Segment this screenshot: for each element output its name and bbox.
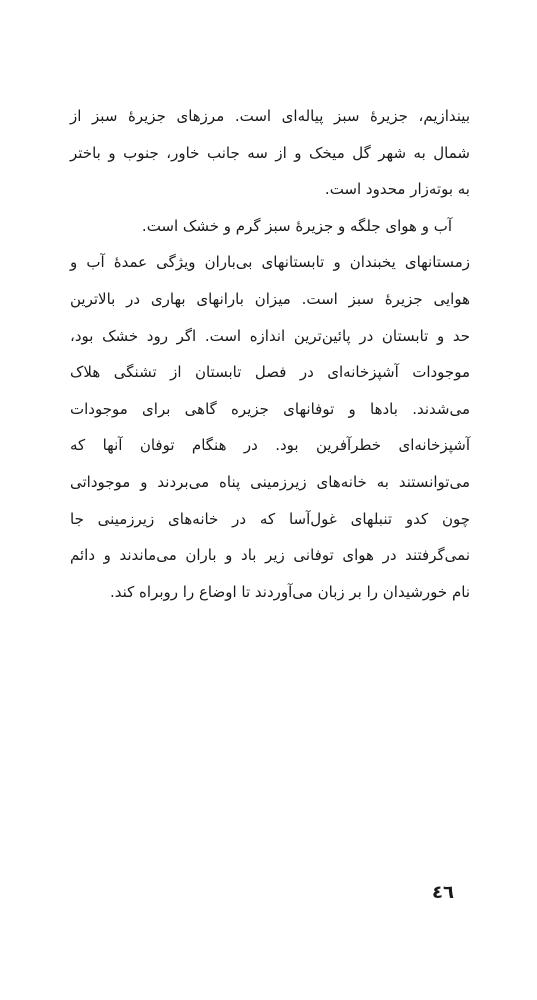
text-line: هوایی جزیرهٔ سبز است. میزان بارانهای بهاری در بالاترین: [70, 289, 470, 308]
body-text: [70, 98, 470, 610]
text-line: موجودات آشپزخانه‌ای در فصل تابستان از تشنگی هلاک: [70, 363, 470, 382]
text-line: آشپزخانه‌ای خطرآفرین بود. در هنگام توفان آنها که: [70, 436, 470, 455]
text-line: چون کدو تنبلهای غول‌آسا که در خانه‌های زیرزمینی جا: [70, 509, 470, 528]
text-line: می‌شدند. بادها و توفانهای جزیره گاهی برای موجودات: [70, 399, 470, 418]
text-line: آب و هوای جلگه و جزیرهٔ سبز گرم و خشک است.: [141, 216, 452, 235]
text-line: زمستانهای یخبندان و تابستانهای بی‌باران ویژگی عمدهٔ آب و: [70, 253, 470, 272]
text-line: به بوته‌زار محدود است.: [324, 180, 470, 199]
text-line: نمی‌گرفتند در هوای توفانی زیر باد و باران می‌ماندند و دائم: [70, 546, 470, 565]
page-number: ٤٦: [432, 882, 454, 903]
text-line: می‌توانستند به خانه‌های زیرزمینی پناه می‌بردند و موجوداتی: [70, 472, 470, 491]
text-line: نام خورشیدان را بر زبان می‌آوردند تا اوضاع را روبراه کند.: [109, 582, 470, 601]
text-line: حد و تابستان در پائین‌ترین اندازه است. اگر رود خشک بود،: [70, 326, 470, 345]
text-line: شمال به شهر گل میخک و از سه جانب خاور، جنوب و باختر: [70, 143, 470, 162]
text-line: بیندازیم، جزیرهٔ سبز پیاله‌ای است. مرزهای جزیرهٔ سبز از: [70, 107, 470, 125]
